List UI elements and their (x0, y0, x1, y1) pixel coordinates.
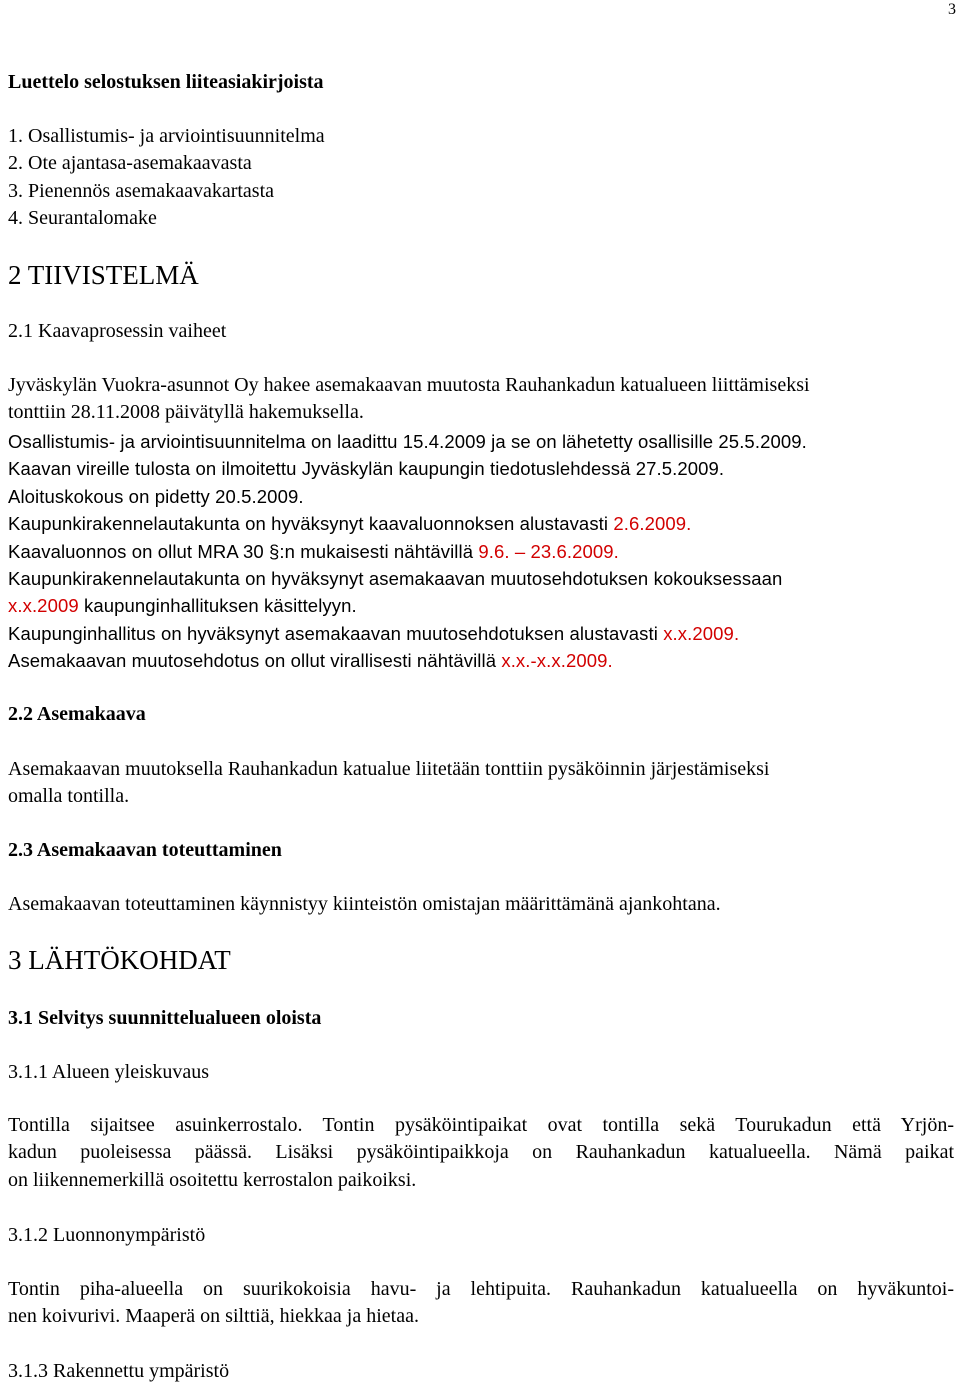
process-text: Kaavaluonnos on ollut MRA 30 §:n mukaisesti nähtävillä (8, 540, 479, 562)
process-text: Kaupunginhallitus on hyväksynyt asemakaavan muutosehdotuksen alustavasti (8, 622, 664, 644)
highlighted-date: 2.6.2009. (613, 513, 692, 535)
section-2-heading: 2 TIIVISTELMÄ (8, 260, 199, 290)
section-3-1-1-paragraph (8, 1112, 954, 1194)
process-line (8, 538, 954, 565)
section-2-3-heading: 2.3 Asemakaavan toteuttaminen (8, 839, 282, 861)
section-3-1-3-heading: 3.1.3 Rakennettu ympäristö (8, 1360, 230, 1382)
highlighted-date: 9.6. – 23.6.2009. (478, 540, 619, 562)
list-item: 4. Seurantalomake (8, 207, 157, 230)
process-line: Aloituskokous on pidetty 20.5.2009. (8, 485, 304, 507)
list-item: 3. Pienennös asemakaavakartasta (8, 179, 275, 202)
section-3-heading: 3 LÄHTÖKOHDAT (8, 945, 231, 975)
paragraph-line: omalla tontilla. (8, 785, 130, 808)
highlighted-date: x.x.2009 (8, 595, 79, 617)
page-number: 3 (948, 1, 956, 18)
process-line (8, 510, 954, 537)
paragraph-line: on liikennemerkillä osoitettu kerrostalon paikoiksi. (8, 1168, 417, 1191)
list-item: 2. Ote ajantasa-asemakaavasta (8, 152, 252, 175)
process-line: Jyväskylän Vuokra-asunnot Oy hakee asemakaavan muutosta Rauhankadun katualueen liittämiseksi (8, 374, 810, 396)
section-3-1-1-heading: 3.1.1 Alueen yleiskuvaus (8, 1061, 210, 1083)
process-paragraph (8, 372, 954, 427)
process-line: Kaavan vireille tulosta on ilmoitettu Jyväskylän kaupungin tiedotuslehdessä 27.5.2009. (8, 458, 725, 480)
attachments-title: Luettelo selostuksen liiteasiakirjoista (8, 71, 324, 93)
highlighted-date: x.x.-x.x.2009. (501, 650, 613, 672)
process-line (8, 647, 954, 674)
process-line (8, 592, 954, 619)
paragraph-line: nen koivurivi. Maaperä on silttiä, hiekkaa ja hietaa. (8, 1305, 419, 1328)
list-item: 1. Osallistumis- ja arviointisuunnitelma (8, 125, 325, 147)
section-3-1-heading: 3.1 Selvitys suunnittelualueen oloista (8, 1007, 322, 1029)
paragraph-line: Asemakaavan toteuttaminen käynnistyy kiinteistön omistajan määrittämänä ajankohtana. (8, 893, 721, 915)
paragraph-line: Tontilla sijaitsee asuinkerrostalo. Tontin pysäköintipaikat ovat tontilla sekä Tourukadun että Yrjön- (8, 1114, 954, 1136)
process-line (8, 620, 954, 647)
section-2-3-paragraph (8, 891, 954, 918)
attachments-list (8, 123, 954, 233)
section-2-2-paragraph (8, 756, 954, 811)
paragraph-line: Asemakaavan muutoksella Rauhankadun katualue liitetään tonttiin pysäköinnin järjestämiseksi (8, 758, 770, 780)
process-line: Osallistumis- ja arviointisuunnitelma on laadittu 15.4.2009 ja se on lähetetty osallisille 25.5.2009. (8, 431, 807, 452)
process-line: Kaupunkirakennelautakunta on hyväksynyt asemakaavan muutosehdotuksen kokouksessaan (8, 568, 783, 590)
highlighted-date: x.x.2009. (663, 622, 740, 644)
section-3-1-2-paragraph (8, 1276, 954, 1331)
paragraph-line: Tontin piha-alueella on suurikokoisia havu- ja lehtipuita. Rauhankadun katualueella on hyväkuntoi- (8, 1278, 954, 1300)
section-2-2-heading: 2.2 Asemakaava (8, 703, 146, 725)
section-3-1-2-heading: 3.1.2 Luonnonympäristö (8, 1224, 206, 1246)
process-text: Kaupunkirakennelautakunta on hyväksynyt kaavaluonnoksen alustavasti (8, 513, 614, 535)
process-text: kaupunginhallituksen käsittelyyn. (78, 595, 357, 617)
process-steps (8, 428, 954, 675)
paragraph-line: kadun puoleisessa päässä. Lisäksi pysäköintipaikkoja on Rauhankadun katualueella. Nämä paikat (8, 1141, 954, 1164)
process-text: Asemakaavan muutosehdotus on ollut virallisesti nähtävillä (8, 650, 502, 672)
process-line: tonttiin 28.11.2008 päivätyllä hakemuksella. (8, 401, 364, 424)
section-2-1-heading: 2.1 Kaavaprosessin vaiheet (8, 320, 227, 342)
